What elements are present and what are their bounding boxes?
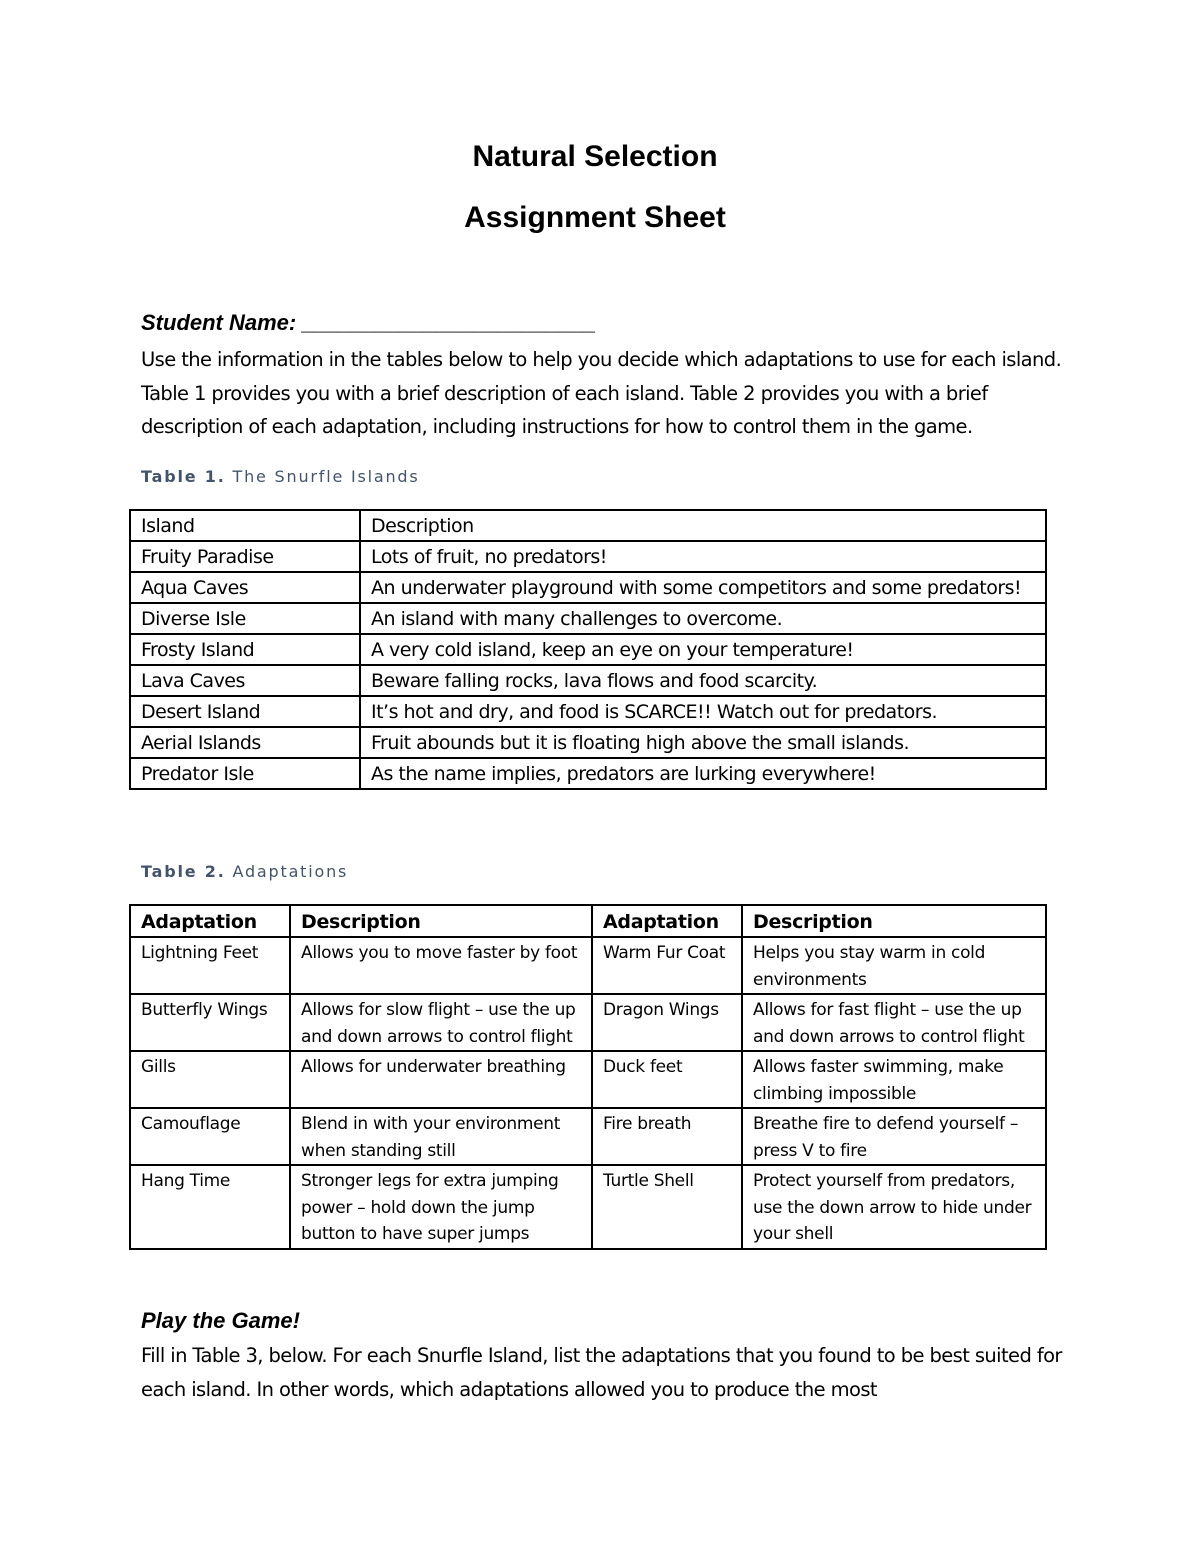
table-header-row — [130, 510, 1046, 541]
island-name: Lava Caves — [130, 665, 360, 696]
island-name: Predator Isle — [130, 758, 360, 789]
adaptation-description: Stronger legs for extra jumping power – hold down the jump button to have super jumps — [290, 1165, 592, 1249]
table-row — [130, 994, 1046, 1051]
island-description: Lots of fruit, no predators! — [360, 541, 1046, 572]
adaptation-description: Blend in with your environment when standing still — [290, 1108, 592, 1165]
adaptation-description: Allows for slow flight – use the up and down arrows to control flight — [290, 994, 592, 1051]
table-row — [130, 634, 1046, 665]
header-description: Description — [290, 905, 592, 937]
table-row — [130, 665, 1046, 696]
table-row — [130, 937, 1046, 994]
adaptation-description: Protect yourself from predators, use the down arrow to hide under your shell — [742, 1165, 1046, 1249]
adaptation-description: Allows faster swimming, make climbing impossible — [742, 1051, 1046, 1108]
table2-caption — [141, 862, 348, 881]
student-name-field: Student Name: ________________________ — [141, 310, 596, 335]
adaptations-table — [129, 904, 1047, 1250]
adaptation-name: Dragon Wings — [592, 994, 742, 1051]
island-description: A very cold island, keep an eye on your temperature! — [360, 634, 1046, 665]
table2-caption-number: Table 2. — [141, 862, 226, 881]
island-description: As the name implies, predators are lurking everywhere! — [360, 758, 1046, 789]
adaptation-description: Helps you stay warm in cold environments — [742, 937, 1046, 994]
adaptation-name: Lightning Feet — [130, 937, 290, 994]
table-row — [130, 572, 1046, 603]
table-row — [130, 541, 1046, 572]
table1-caption-number: Table 1. — [141, 467, 226, 486]
play-heading: Play the Game! — [141, 1308, 300, 1333]
intro-paragraph: Use the information in the tables below to help you decide which adaptations to use for each island. Table 1 provides you with a brief description of each island. Table 2 provides you with a brief description of each adaptation, including instructions for how to control them in the game. — [141, 348, 1062, 438]
adaptation-name: Camouflage — [130, 1108, 290, 1165]
adaptation-description: Allows you to move faster by foot — [290, 937, 592, 994]
island-description: Fruit abounds but it is floating high above the small islands. — [360, 727, 1046, 758]
header-description: Description — [360, 510, 1046, 541]
adaptation-name: Duck feet — [592, 1051, 742, 1108]
table-row — [130, 1165, 1046, 1249]
adaptation-name: Fire breath — [592, 1108, 742, 1165]
island-name: Aqua Caves — [130, 572, 360, 603]
adaptation-description: Allows for underwater breathing — [290, 1051, 592, 1108]
adaptation-name: Warm Fur Coat — [592, 937, 742, 994]
island-description: An island with many challenges to overcome. — [360, 603, 1046, 634]
play-instructions: Fill in Table 3, below. For each Snurfle Island, list the adaptations that you found to be best suited for each island. In other words, which adaptations allowed you to produce the most — [141, 1344, 1062, 1401]
island-name: Aerial Islands — [130, 727, 360, 758]
header-adaptation: Adaptation — [592, 905, 742, 937]
island-description: Beware falling rocks, lava flows and food scarcity. — [360, 665, 1046, 696]
table-header-row — [130, 905, 1046, 937]
island-description: It’s hot and dry, and food is SCARCE!! Watch out for predators. — [360, 696, 1046, 727]
page-subtitle: Assignment Sheet — [464, 201, 726, 234]
table1-caption-text: The Snurfle Islands — [225, 467, 420, 486]
island-name: Frosty Island — [130, 634, 360, 665]
table-row — [130, 1108, 1046, 1165]
adaptation-name: Butterfly Wings — [130, 994, 290, 1051]
table-row — [130, 758, 1046, 789]
island-name: Desert Island — [130, 696, 360, 727]
island-name: Fruity Paradise — [130, 541, 360, 572]
islands-table — [129, 509, 1047, 790]
island-name: Diverse Isle — [130, 603, 360, 634]
page-title: Natural Selection — [472, 140, 718, 173]
table-row — [130, 696, 1046, 727]
adaptation-description: Allows for fast flight – use the up and down arrows to control flight — [742, 994, 1046, 1051]
adaptation-description: Breathe fire to defend yourself – press V to fire — [742, 1108, 1046, 1165]
adaptation-name: Gills — [130, 1051, 290, 1108]
header-adaptation: Adaptation — [130, 905, 290, 937]
table1-caption — [141, 467, 420, 486]
table-row — [130, 1051, 1046, 1108]
adaptation-name: Turtle Shell — [592, 1165, 742, 1249]
island-description: An underwater playground with some competitors and some predators! — [360, 572, 1046, 603]
table2-caption-text: Adaptations — [225, 862, 349, 881]
header-island: Island — [130, 510, 360, 541]
header-description: Description — [742, 905, 1046, 937]
table-row — [130, 603, 1046, 634]
adaptation-name: Hang Time — [130, 1165, 290, 1249]
table-row — [130, 727, 1046, 758]
